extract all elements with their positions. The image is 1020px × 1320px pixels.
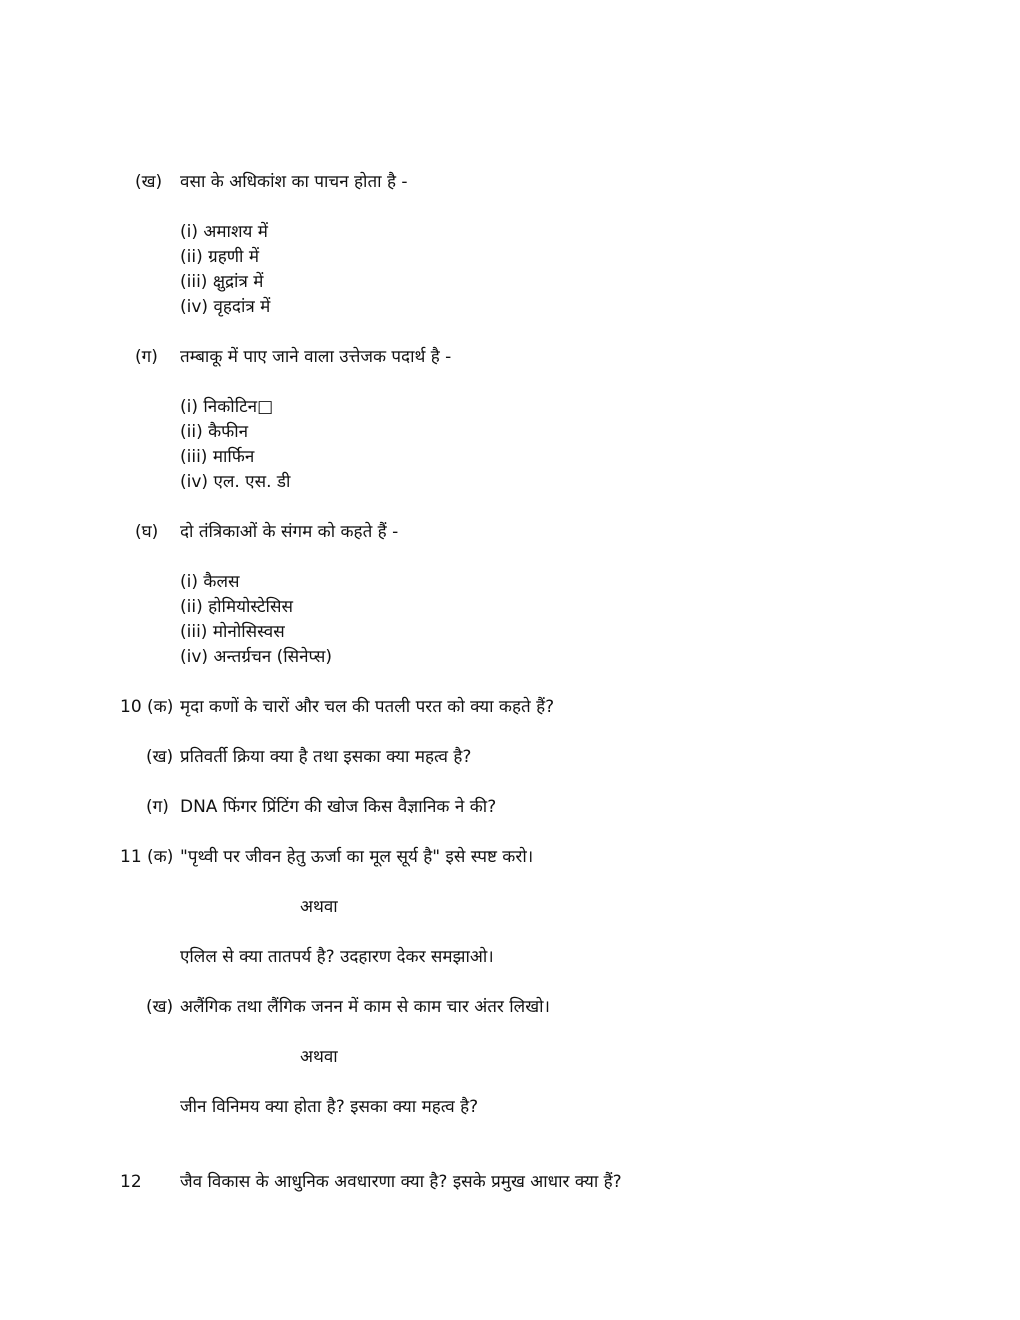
question-label: (ग)	[146, 797, 169, 817]
or-separator: अथवा	[300, 1047, 338, 1067]
question-text: तम्बाकू में पाए जाने वाला उत्तेजक पदार्थ है -	[180, 347, 452, 367]
or-separator: अथवा	[300, 897, 338, 917]
question-text: एलिल से क्या तातपर्य है? उदहारण देकर समझाओ।	[180, 947, 494, 967]
option-item: (iv) एल. एस. डी	[180, 472, 291, 492]
option-item: (iv) अन्तर्ग्रचन (सिनेप्स)	[180, 647, 333, 667]
option-item: (iii) मार्फिन	[180, 447, 255, 467]
question-label: 10 (क)	[120, 697, 174, 717]
question-text: वसा के अधिकांश का पाचन होता है -	[180, 172, 408, 192]
option-item: (iii) मोनोसिस्वस	[180, 622, 285, 642]
question-text: जीन विनिमय क्या होता है? इसका क्या महत्व है?	[180, 1097, 479, 1117]
question-label: 11 (क)	[120, 847, 174, 867]
option-item: (i) अमाशय में	[180, 222, 268, 242]
question-label: (ख)	[146, 747, 174, 767]
option-item: (ii) ग्रहणी में	[180, 247, 259, 267]
question-text: दो तंत्रिकाओं के संगम को कहते हैं -	[180, 522, 399, 542]
option-item: (i) कैलस	[180, 572, 240, 592]
question-label: (ग)	[135, 347, 158, 367]
option-item: (ii) कैफीन	[180, 422, 249, 442]
option-item: (ii) होमियोस्टेसिस	[180, 597, 293, 617]
question-text: जैव विकास के आधुनिक अवधारणा क्या है? इसके प्रमुख आधार क्या हैं?	[180, 1172, 622, 1192]
question-label: (ख)	[146, 997, 174, 1017]
question-label: (ख)	[135, 172, 163, 192]
option-item: (iii) क्षुद्रांत्र में	[180, 272, 264, 292]
option-item: (iv) वृहदांत्र में	[180, 297, 271, 317]
question-label: (घ)	[135, 522, 159, 542]
question-text: अलैंगिक तथा लैंगिक जनन में काम से काम चार अंतर लिखो।	[180, 997, 550, 1017]
question-text: मृदा कणों के चारों और चल की पतली परत को क्या कहते हैं?	[180, 697, 555, 717]
option-item: (i) निकोटिन□	[180, 397, 274, 417]
question-text: प्रतिवर्ती क्रिया क्या है तथा इसका क्या महत्व है?	[180, 747, 472, 767]
question-text: DNA फिंगर प्रिंटिंग की खोज किस वैज्ञानिक ने की?	[180, 797, 497, 817]
question-text: "पृथ्वी पर जीवन हेतु ऊर्जा का मूल सूर्य है" इसे स्पष्ट करो।	[180, 847, 534, 867]
question-label: 12	[120, 1172, 142, 1192]
